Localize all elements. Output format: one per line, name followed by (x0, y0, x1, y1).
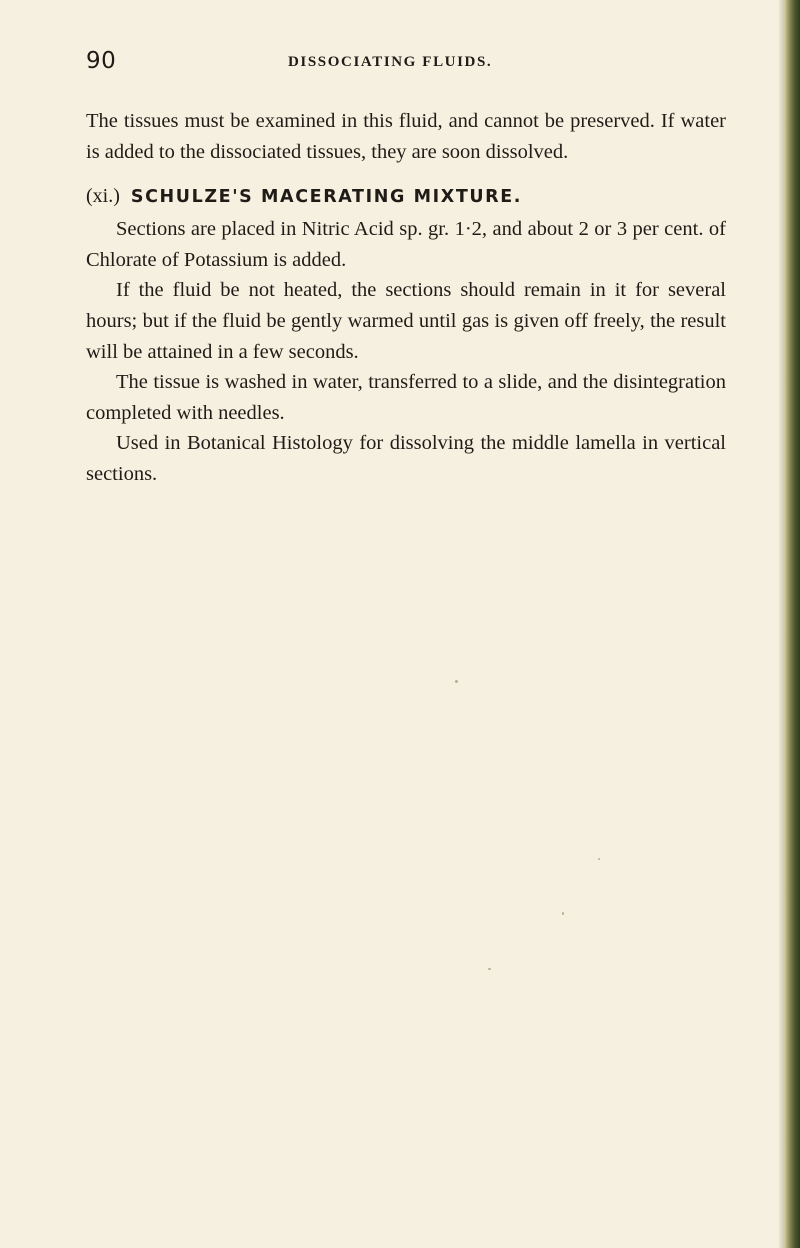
paragraph-heating: If the fluid be not heated, the sections should remain in it for several hours; but if the fluid be gently warmed until gas is given off freely, the result will be attained in a few seconds. (86, 279, 726, 363)
paper-speck (562, 912, 564, 915)
paragraph-usage: Used in Botanical Histology for dissolving the middle lamella in vertical sections. (86, 432, 726, 485)
section-numeral: (xi.) (86, 185, 120, 208)
paper-speck (488, 968, 491, 970)
paragraph-washing: The tissue is washed in water, transferred to a slide, and the disintegration completed with needles. (86, 371, 726, 424)
section-heading (86, 181, 726, 212)
paper-speck (455, 680, 458, 683)
opening-paragraph: The tissues must be examined in this fluid, and cannot be preserved. If water is added to the dissociated tissues, they are soon dissolved. (86, 110, 726, 163)
section-title: SCHULZE'S MACERATING MIXTURE. (130, 187, 523, 208)
running-head: DISSOCIATING FLUIDS. (288, 54, 493, 70)
page-number: 90 (86, 48, 117, 74)
paragraph-procedure: Sections are placed in Nitric Acid sp. gr. 1·2, and about 2 or 3 per cent. of Chlorate of Potassium is added. (86, 218, 726, 271)
paper-speck (598, 858, 600, 860)
body-text (86, 106, 726, 490)
page-edge (784, 0, 800, 1248)
page-header (86, 48, 726, 82)
